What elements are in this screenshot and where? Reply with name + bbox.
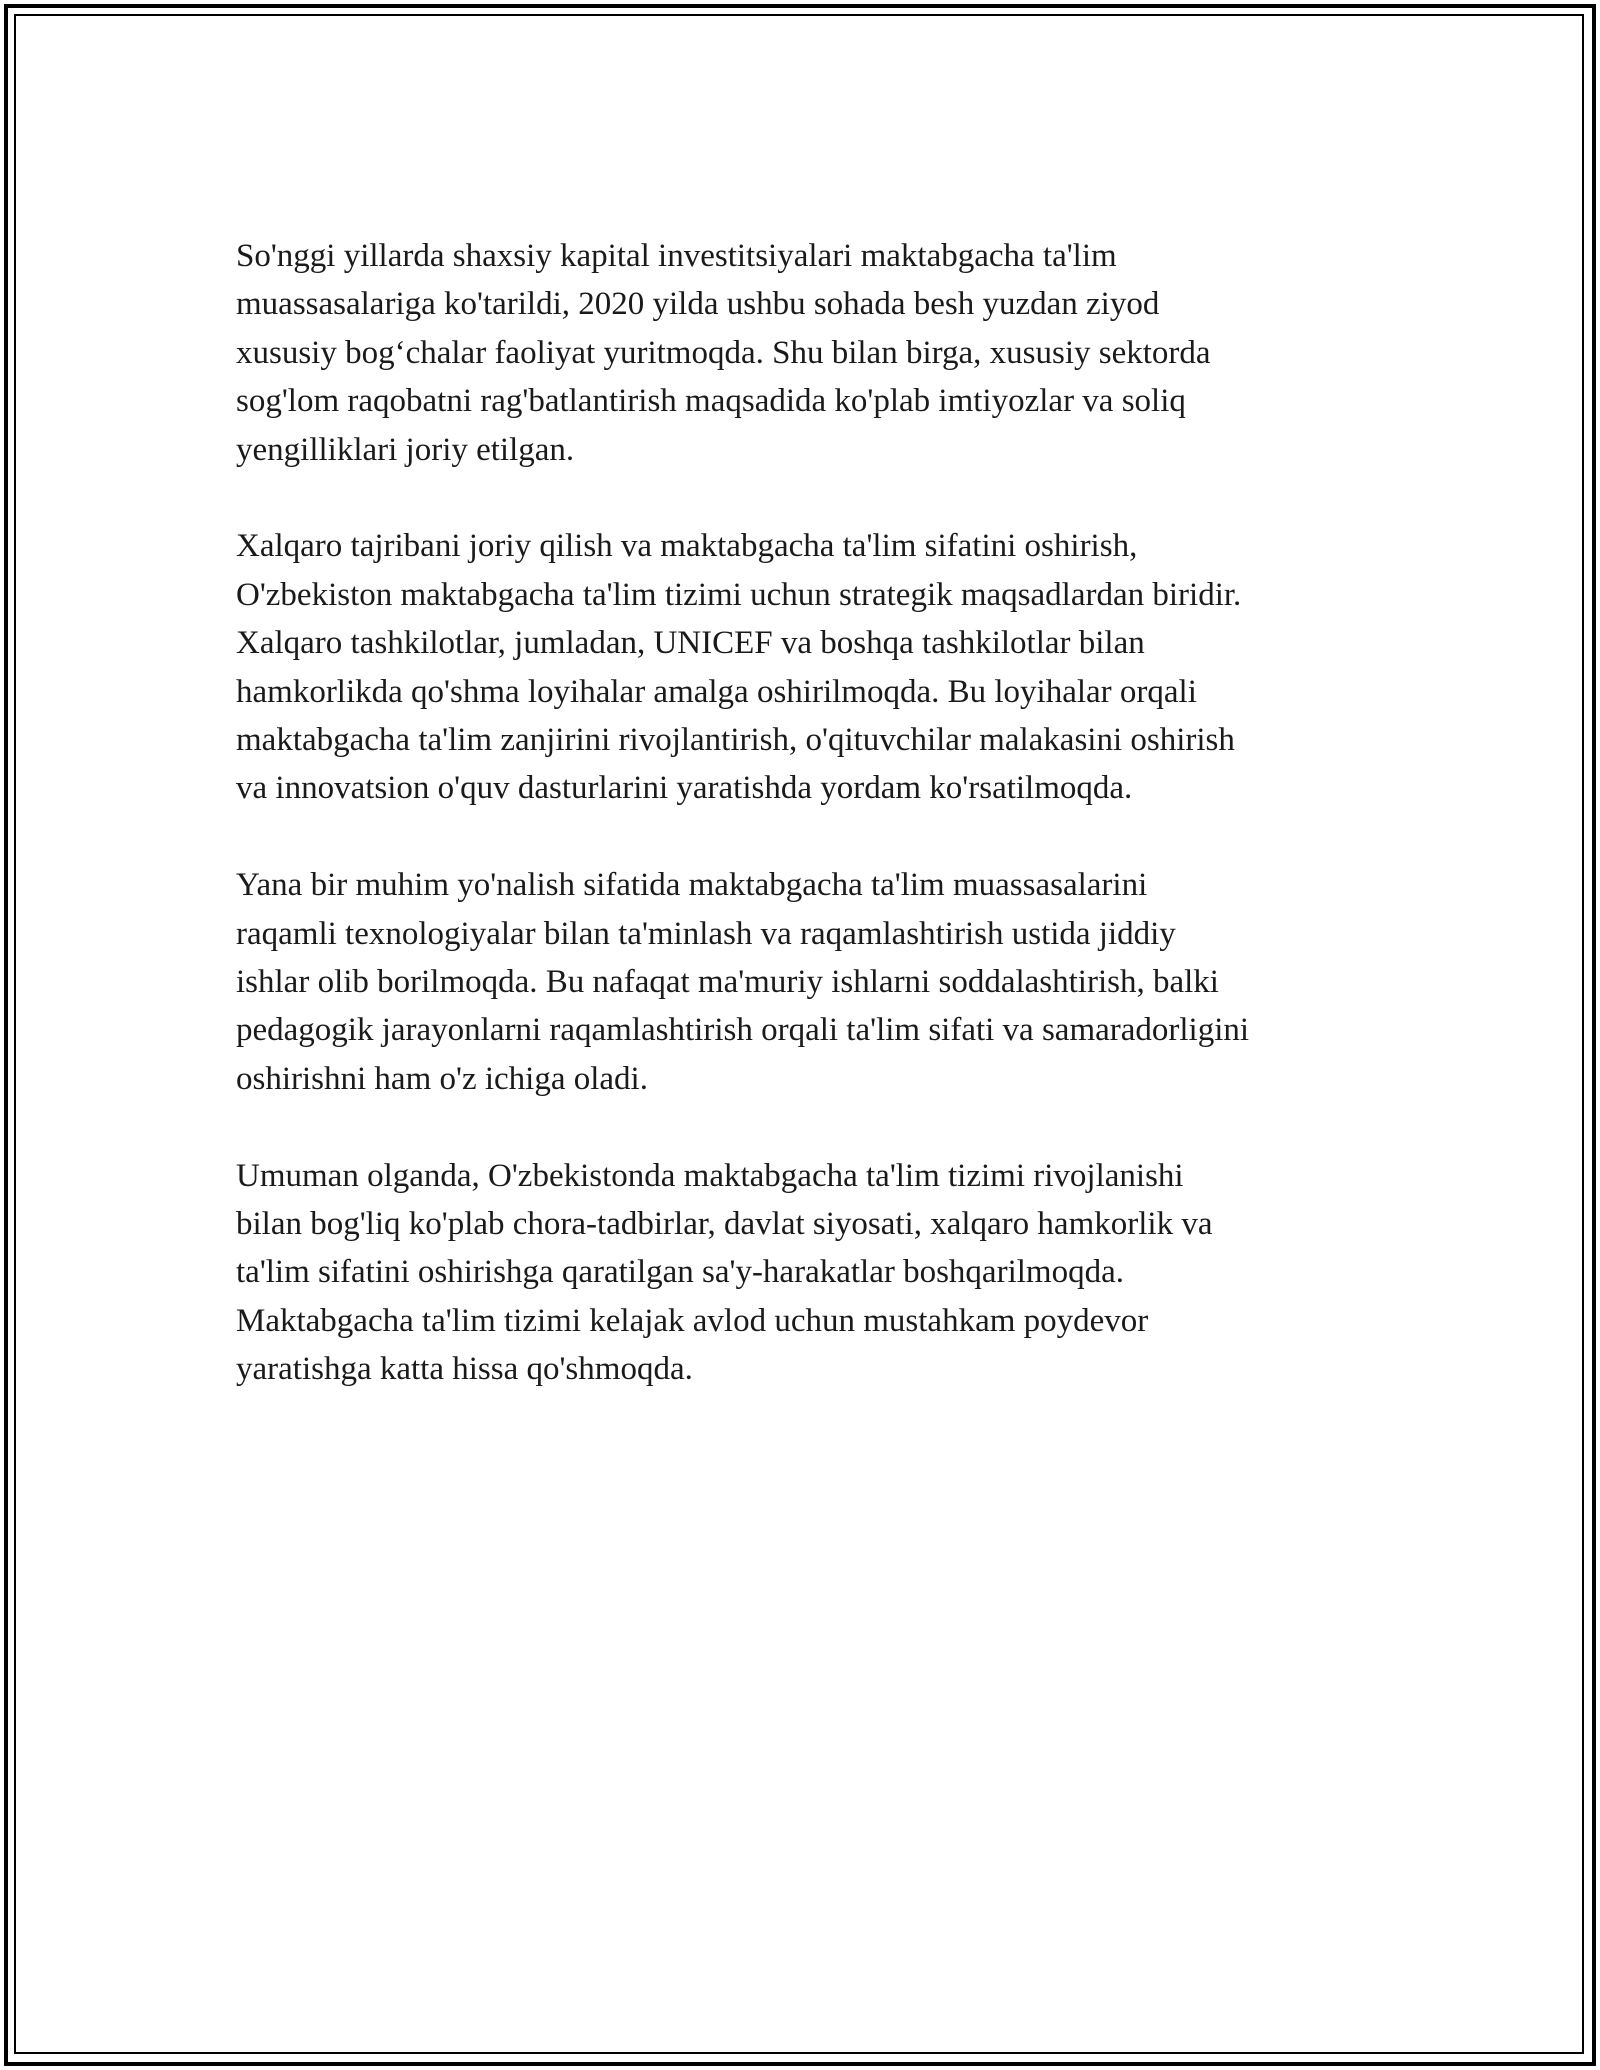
paragraph: Umuman olganda, O'zbekistonda maktabgacha ta'lim tizimi rivojlanishi bilan bog'liq ko'plab chora-tadbirlar, davlat siyosati, xalqaro hamkorlik va ta'lim sifatini oshirishga qaratilgan sa'y-harakatlar boshqarilmoqda. Maktabgacha ta'lim tizimi kelajak avlod uchun mustahkam poydevor yaratishga katta hissa qo'shmoqda. <box>236 1157 1213 1388</box>
paragraph: So'nggi yillarda shaxsiy kapital investitsiyalari maktabgacha ta'lim muassasalariga ko'tarildi, 2020 yilda ushbu sohada besh yuzdan ziyod xususiy bog‘chalar faoliyat yuritmoqda. Shu bilan birga, xususiy sektorda sog'lom raqobatni rag'batlantirish maqsadida ko'plab imtiyozlar va soliq yengilliklari joriy etilgan. <box>236 238 1211 468</box>
paragraph: Yana bir muhim yo'nalish sifatida maktabgacha ta'lim muassasalarini raqamli texnologiyalar bilan ta'minlash va raqamlashtirish ustida jiddiy ishlar olib borilmoqda. Bu nafaqat ma'muriy ishlarni soddalashtirish, balki pedagogik jarayonlarni raqamlashtirish orqali ta'lim sifati va samaradorligini oshirishni ham o'z ichiga oladi. <box>236 867 1250 1097</box>
document-body <box>236 232 1396 1442</box>
paragraph: Xalqaro tajribani joriy qilish va maktabgacha ta'lim sifatini oshirish, O'zbekiston maktabgacha ta'lim tizimi uchun strategik maqsadlardan biridir. Xalqaro tashkilotlar, jumladan, UNICEF va boshqa tashkilotlar bilan hamkorlikda qo'shma loyihalar amalga oshirilmoqda. Bu loyihalar orqali maktabgacha ta'lim zanjirini rivojlantirish, o'qituvchilar malakasini oshirish va innovatsion o'quv dasturlarini yaratishda yordam ko'rsatilmoqda. <box>236 528 1242 807</box>
